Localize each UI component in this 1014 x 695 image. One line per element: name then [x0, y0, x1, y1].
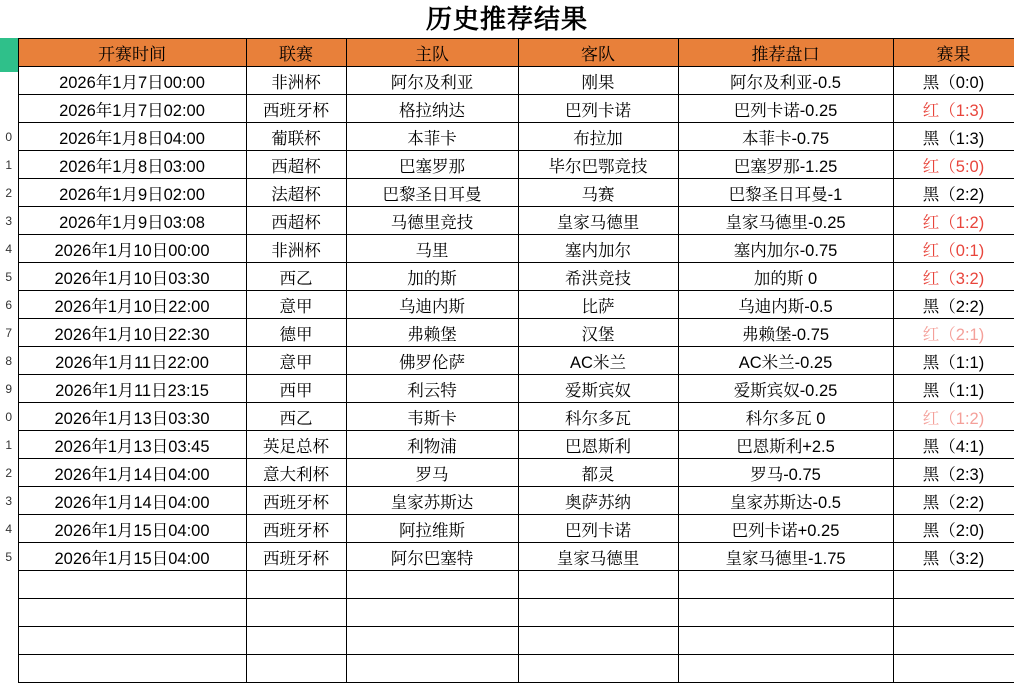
empty-table-row[interactable]	[0, 571, 1014, 599]
row-number: 8	[0, 347, 18, 375]
cell-away-team: 皇家马德里	[518, 543, 678, 571]
cell-time: 2026年1月10日03:30	[18, 263, 246, 291]
cell-league: 西乙	[246, 263, 346, 291]
table-row[interactable]	[0, 319, 1014, 347]
table-row[interactable]	[0, 263, 1014, 291]
cell-time: 2026年1月8日04:00	[18, 123, 246, 151]
table-row[interactable]	[0, 431, 1014, 459]
row-number: 7	[0, 319, 18, 347]
cell-home-team: 马里	[346, 235, 518, 263]
cell-pick: 罗马-0.75	[678, 459, 893, 487]
cell-result: 黑（1:1)	[893, 347, 1014, 375]
row-number: 1	[0, 151, 18, 179]
cell-league: 非洲杯	[246, 67, 346, 95]
cell-home-team: 罗马	[346, 459, 518, 487]
blank-cell	[893, 599, 1014, 627]
row-number: 0	[0, 123, 18, 151]
cell-time: 2026年1月7日00:00	[18, 67, 246, 95]
blank-cell	[518, 599, 678, 627]
cell-home-team: 韦斯卡	[346, 403, 518, 431]
cell-away-team: 奥萨苏纳	[518, 487, 678, 515]
blank-cell	[18, 655, 246, 683]
cell-away-team: 都灵	[518, 459, 678, 487]
cell-league: 西班牙杯	[246, 95, 346, 123]
cell-league: 西甲	[246, 375, 346, 403]
table-container	[0, 38, 1014, 683]
row-header-accent	[0, 38, 18, 72]
cell-league: 西班牙杯	[246, 487, 346, 515]
cell-time: 2026年1月10日00:00	[18, 235, 246, 263]
cell-time: 2026年1月11日23:15	[18, 375, 246, 403]
cell-result: 黑（2:2)	[893, 291, 1014, 319]
column-header-home: 主队	[346, 39, 518, 67]
blank-cell	[246, 599, 346, 627]
cell-pick: 皇家苏斯达-0.5	[678, 487, 893, 515]
cell-league: 西班牙杯	[246, 515, 346, 543]
table-row[interactable]	[0, 543, 1014, 571]
cell-time: 2026年1月7日02:00	[18, 95, 246, 123]
blank-cell	[518, 655, 678, 683]
row-number: 0	[0, 403, 18, 431]
cell-away-team: 马赛	[518, 179, 678, 207]
cell-home-team: 乌迪内斯	[346, 291, 518, 319]
table-row[interactable]	[0, 207, 1014, 235]
blank-cell	[893, 655, 1014, 683]
cell-pick: 爱斯宾奴-0.25	[678, 375, 893, 403]
cell-result: 红（1:2)	[893, 403, 1014, 431]
empty-cell	[518, 571, 678, 599]
blank-cell	[346, 599, 518, 627]
table-body	[0, 67, 1014, 683]
cell-home-team: 阿尔及利亚	[346, 67, 518, 95]
table-row[interactable]	[0, 67, 1014, 95]
cell-league: 法超杯	[246, 179, 346, 207]
table-row[interactable]	[0, 151, 1014, 179]
cell-time: 2026年1月8日03:00	[18, 151, 246, 179]
cell-result: 黑（1:3)	[893, 123, 1014, 151]
empty-cell	[893, 571, 1014, 599]
cell-result: 红（1:3)	[893, 95, 1014, 123]
cell-away-team: 巴恩斯利	[518, 431, 678, 459]
cell-away-team: 皇家马德里	[518, 207, 678, 235]
cell-league: 葡联杯	[246, 123, 346, 151]
blank-cell	[518, 627, 678, 655]
row-number: 1	[0, 431, 18, 459]
cell-league: 西乙	[246, 403, 346, 431]
cell-result: 黑（2:2)	[893, 179, 1014, 207]
cell-time: 2026年1月15日04:00	[18, 543, 246, 571]
row-number: 3	[0, 207, 18, 235]
table-head	[0, 39, 1014, 67]
cell-home-team: 巴塞罗那	[346, 151, 518, 179]
header-row	[0, 39, 1014, 67]
row-number	[0, 655, 18, 683]
cell-away-team: 塞内加尔	[518, 235, 678, 263]
cell-home-team: 阿拉维斯	[346, 515, 518, 543]
blank-cell	[246, 655, 346, 683]
row-number: 5	[0, 263, 18, 291]
cell-time: 2026年1月13日03:45	[18, 431, 246, 459]
cell-result: 红（5:0)	[893, 151, 1014, 179]
cell-league: 西班牙杯	[246, 543, 346, 571]
cell-pick: 巴塞罗那-1.25	[678, 151, 893, 179]
row-number	[0, 627, 18, 655]
cell-league: 西超杯	[246, 151, 346, 179]
cell-pick: 本菲卡-0.75	[678, 123, 893, 151]
cell-pick: 加的斯 0	[678, 263, 893, 291]
cell-pick: 巴列卡诺-0.25	[678, 95, 893, 123]
cell-league: 英足总杯	[246, 431, 346, 459]
row-number: 3	[0, 487, 18, 515]
blank-cell	[678, 599, 893, 627]
blank-cell	[893, 627, 1014, 655]
blank-cell	[346, 627, 518, 655]
cell-league: 意甲	[246, 291, 346, 319]
history-results-table	[0, 38, 1014, 683]
cell-time: 2026年1月11日22:00	[18, 347, 246, 375]
cell-pick: 皇家马德里-0.25	[678, 207, 893, 235]
cell-league: 非洲杯	[246, 235, 346, 263]
cell-away-team: 希洪竞技	[518, 263, 678, 291]
cell-result: 黑（2:0)	[893, 515, 1014, 543]
cell-pick: 皇家马德里-1.75	[678, 543, 893, 571]
cell-league: 意大利杯	[246, 459, 346, 487]
cell-result: 黑（4:1)	[893, 431, 1014, 459]
page-title: 历史推荐结果	[425, 4, 588, 34]
cell-result: 黑（2:2)	[893, 487, 1014, 515]
cell-league: 德甲	[246, 319, 346, 347]
cell-result: 红（3:2)	[893, 263, 1014, 291]
cell-league: 意甲	[246, 347, 346, 375]
column-header-time: 开赛时间	[18, 39, 246, 67]
column-header-league: 联赛	[246, 39, 346, 67]
cell-pick: 阿尔及利亚-0.5	[678, 67, 893, 95]
cell-home-team: 本菲卡	[346, 123, 518, 151]
table-row[interactable]	[0, 123, 1014, 151]
blank-grid-row	[0, 627, 1014, 655]
cell-result: 红（1:2)	[893, 207, 1014, 235]
blank-cell	[18, 627, 246, 655]
cell-time: 2026年1月10日22:00	[18, 291, 246, 319]
row-number: 4	[0, 235, 18, 263]
row-number	[0, 95, 18, 123]
empty-cell	[246, 571, 346, 599]
cell-away-team: 布拉加	[518, 123, 678, 151]
cell-home-team: 加的斯	[346, 263, 518, 291]
cell-home-team: 利云特	[346, 375, 518, 403]
table-row[interactable]	[0, 235, 1014, 263]
cell-home-team: 佛罗伦萨	[346, 347, 518, 375]
blank-cell	[346, 655, 518, 683]
cell-result: 黑（1:1)	[893, 375, 1014, 403]
cell-pick: 弗赖堡-0.75	[678, 319, 893, 347]
cell-result: 黑（2:3)	[893, 459, 1014, 487]
cell-result: 红（2:1)	[893, 319, 1014, 347]
empty-cell	[346, 571, 518, 599]
blank-cell	[246, 627, 346, 655]
row-number: 2	[0, 459, 18, 487]
blank-grid-row	[0, 599, 1014, 627]
row-number: 4	[0, 515, 18, 543]
cell-home-team: 皇家苏斯达	[346, 487, 518, 515]
row-number: 2	[0, 179, 18, 207]
table-row[interactable]	[0, 179, 1014, 207]
cell-pick: 塞内加尔-0.75	[678, 235, 893, 263]
cell-home-team: 弗赖堡	[346, 319, 518, 347]
cell-pick: 科尔多瓦 0	[678, 403, 893, 431]
cell-away-team: 毕尔巴鄂竞技	[518, 151, 678, 179]
blank-grid-row	[0, 655, 1014, 683]
cell-pick: 巴列卡诺+0.25	[678, 515, 893, 543]
cell-time: 2026年1月14日04:00	[18, 459, 246, 487]
blank-cell	[678, 655, 893, 683]
column-header-pick: 推荐盘口	[678, 39, 893, 67]
cell-result: 黑（3:2)	[893, 543, 1014, 571]
row-number	[0, 599, 18, 627]
cell-away-team: 爱斯宾奴	[518, 375, 678, 403]
cell-pick: 巴黎圣日耳曼-1	[678, 179, 893, 207]
cell-away-team: 巴列卡诺	[518, 95, 678, 123]
cell-pick: 乌迪内斯-0.5	[678, 291, 893, 319]
blank-cell	[678, 627, 893, 655]
cell-away-team: 汉堡	[518, 319, 678, 347]
cell-home-team: 格拉纳达	[346, 95, 518, 123]
column-header-result: 赛果	[893, 39, 1014, 67]
table-row[interactable]	[0, 515, 1014, 543]
table-row[interactable]	[0, 347, 1014, 375]
blank-cell	[18, 599, 246, 627]
cell-home-team: 巴黎圣日耳曼	[346, 179, 518, 207]
empty-cell	[18, 571, 246, 599]
table-row[interactable]	[0, 487, 1014, 515]
cell-away-team: AC米兰	[518, 347, 678, 375]
table-row[interactable]	[0, 291, 1014, 319]
table-row[interactable]	[0, 403, 1014, 431]
table-row[interactable]	[0, 375, 1014, 403]
cell-time: 2026年1月14日04:00	[18, 487, 246, 515]
table-row[interactable]	[0, 95, 1014, 123]
cell-pick: 巴恩斯利+2.5	[678, 431, 893, 459]
cell-away-team: 比萨	[518, 291, 678, 319]
cell-away-team: 刚果	[518, 67, 678, 95]
cell-home-team: 利物浦	[346, 431, 518, 459]
empty-cell	[678, 571, 893, 599]
cell-home-team: 阿尔巴塞特	[346, 543, 518, 571]
cell-time: 2026年1月9日02:00	[18, 179, 246, 207]
column-header-away: 客队	[518, 39, 678, 67]
cell-league: 西超杯	[246, 207, 346, 235]
cell-away-team: 科尔多瓦	[518, 403, 678, 431]
cell-time: 2026年1月10日22:30	[18, 319, 246, 347]
cell-time: 2026年1月9日03:08	[18, 207, 246, 235]
row-number: 9	[0, 375, 18, 403]
cell-result: 红（0:1)	[893, 235, 1014, 263]
cell-away-team: 巴列卡诺	[518, 515, 678, 543]
cell-pick: AC米兰-0.25	[678, 347, 893, 375]
cell-time: 2026年1月15日04:00	[18, 515, 246, 543]
row-number: 5	[0, 543, 18, 571]
row-number	[0, 571, 18, 599]
cell-time: 2026年1月13日03:30	[18, 403, 246, 431]
row-number: 6	[0, 291, 18, 319]
cell-home-team: 马德里竞技	[346, 207, 518, 235]
table-row[interactable]	[0, 459, 1014, 487]
cell-result: 黑（0:0)	[893, 67, 1014, 95]
